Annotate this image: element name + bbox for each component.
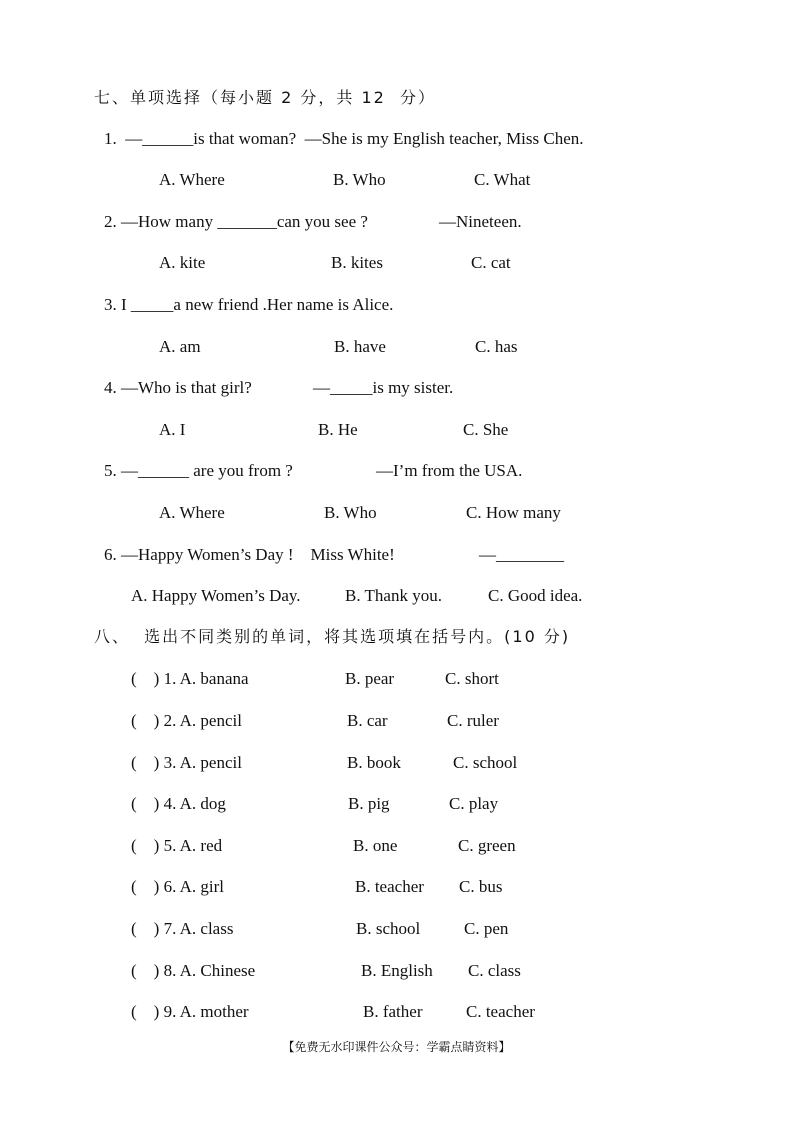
item-1-c: C. short bbox=[445, 669, 499, 688]
item-6-c: C. bus bbox=[459, 877, 503, 896]
item-7-c: C. pen bbox=[464, 919, 509, 938]
item-1-a: ( ) 1. A. banana bbox=[131, 669, 249, 688]
footer-note: 【免费无水印课件公众号：学霸点睛资料】 bbox=[282, 1040, 511, 1054]
question-1-stem: 1. —______is that woman? —She is my English teacher, Miss Chen. bbox=[104, 129, 584, 148]
item-1-b: B. pear bbox=[345, 669, 395, 688]
section-8-title: 八、 选出不同类别的单词，将其选项填在括号内。(10 分) bbox=[94, 627, 571, 646]
question-6-option-a: A. Happy Women’s Day. bbox=[131, 586, 301, 605]
item-4-c: C. play bbox=[449, 794, 499, 813]
question-2-option-b: B. kites bbox=[331, 253, 383, 272]
question-5-option-b: B. Who bbox=[324, 503, 377, 522]
item-8-b: B. English bbox=[361, 961, 433, 980]
item-9-b: B. father bbox=[363, 1002, 423, 1021]
item-6-a: ( ) 6. A. girl bbox=[131, 877, 225, 896]
question-3-option-b: B. have bbox=[334, 337, 386, 356]
question-4-stem: 4. —Who is that girl? bbox=[104, 378, 252, 397]
item-4-b: B. pig bbox=[348, 794, 390, 813]
item-8-a: ( ) 8. A. Chinese bbox=[131, 961, 256, 980]
item-3-b: B. book bbox=[347, 753, 401, 772]
question-3-option-c: C. has bbox=[475, 337, 518, 356]
item-9-a: ( ) 9. A. mother bbox=[131, 1002, 249, 1021]
item-5-c: C. green bbox=[458, 836, 516, 855]
question-2-option-a: A. kite bbox=[159, 253, 206, 272]
question-2-reply: —Nineteen. bbox=[439, 212, 522, 231]
question-6-option-b: B. Thank you. bbox=[345, 586, 442, 605]
item-6-b: B. teacher bbox=[355, 877, 424, 896]
question-5-option-a: A. Where bbox=[159, 503, 225, 522]
item-7-a: ( ) 7. A. class bbox=[131, 919, 234, 938]
item-4-a: ( ) 4. A. dog bbox=[131, 794, 226, 813]
item-3-c: C. school bbox=[453, 753, 518, 772]
item-8-c: C. class bbox=[468, 961, 521, 980]
question-5-option-c: C. How many bbox=[466, 503, 561, 522]
question-6-reply: —________ bbox=[479, 545, 564, 564]
question-1-option-b: B. Who bbox=[333, 170, 386, 189]
question-5-stem: 5. —______ are you from ? bbox=[104, 461, 293, 480]
question-4-reply: —_____is my sister. bbox=[313, 378, 454, 397]
section-7-title: 七、单项选择（每小题 2 分，共 12 分） bbox=[94, 88, 436, 107]
question-1-option-a: A. Where bbox=[159, 170, 225, 189]
question-2-stem: 2. —How many _______can you see ? bbox=[104, 212, 368, 231]
item-9-c: C. teacher bbox=[466, 1002, 535, 1021]
item-7-b: B. school bbox=[356, 919, 421, 938]
question-3-stem: 3. I _____a new friend .Her name is Alice. bbox=[104, 295, 394, 314]
item-3-a: ( ) 3. A. pencil bbox=[131, 753, 242, 772]
question-4-option-c: C. She bbox=[463, 420, 509, 439]
question-5-reply: —I’m from the USA. bbox=[376, 461, 523, 480]
question-4-option-a: A. I bbox=[159, 420, 186, 439]
question-2-option-c: C. cat bbox=[471, 253, 511, 272]
item-2-c: C. ruler bbox=[447, 711, 499, 730]
item-5-a: ( ) 5. A. red bbox=[131, 836, 223, 855]
question-1-option-c: C. What bbox=[474, 170, 531, 189]
item-5-b: B. one bbox=[353, 836, 398, 855]
question-4-option-b: B. He bbox=[318, 420, 358, 439]
question-6-option-c: C. Good idea. bbox=[488, 586, 583, 605]
item-2-a: ( ) 2. A. pencil bbox=[131, 711, 242, 730]
question-6-stem: 6. —Happy Women’s Day ! Miss White! bbox=[104, 545, 395, 564]
item-2-b: B. car bbox=[347, 711, 388, 730]
question-3-option-a: A. am bbox=[159, 337, 201, 356]
